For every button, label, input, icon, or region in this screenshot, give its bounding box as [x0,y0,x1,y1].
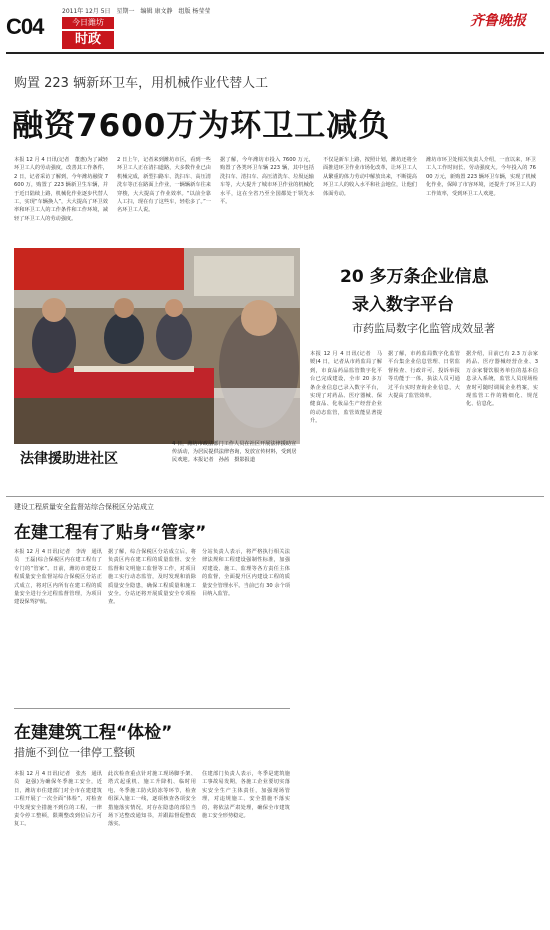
page-code: C04 [6,14,44,39]
story3-headline: 在建工程有了贴身“管家” [14,523,207,543]
story3-column-1: 本报 12 月 4 日讯(记者 李涛 通讯员 王磊)综合保税区内在建工程有了专门的“管家”。日前，潍坊市建设工程质量安全监督站综合保税区分站正式成立，将对区内所有在建工程的质量安全进行全过程监督管理，为项目建设保驾护航。 [14,549,102,606]
photo-banner-title: 法律援助进社区 [20,451,118,467]
story1-column-1: 本报 12 月 4 日讯(记者 董惠)为了减轻环卫工人的劳动强度，改善其工作条件，2 日，记者采访了解到，今年潍坊融资 7600 万，购置了 223 辆新卫生车辆，并于近日陆续上路，机械化作业逐步代替人工，实现“车辆换人”，大大提高了环卫效率和环卫工人的工作条件和工作环境，减轻了环卫工人的劳动强度。 [14,157,108,222]
story1-headline: 融资7600万为环卫工减负 [12,108,391,144]
legal-aid-photo [14,248,300,444]
story1-column-5: 潍坊市环卫处相关负责人介绍，一直以来，环卫工人工作时间长、劳动强度大。今年投入的 7600 万元，新购置 223 辆环卫车辆，实现了机械化作业，保障了市容环境，还提升了环卫工人的工作效率，受到环卫工人欢迎。 [426,157,536,197]
news-photo [14,248,300,444]
story-divider [14,708,290,709]
column-tag: 今日潍坊 [62,17,114,29]
story3-kicker: 建设工程质量安全监督站综合保税区分站成立 [14,503,154,511]
story4-column-2: 此次检查重点针对施工现场脚手架、塔式起重机、施工升降机、临时用电、冬季施工防火防冻等环节，检查组深入施工一线，逐项核查各项安全措施落实情况，对存在隐患的部位当场下达整改通知书，并跟踪督促整改落实。 [108,771,196,828]
header-rule [6,52,544,54]
section-divider [6,496,544,497]
story4-subtitle: 措施不到位一律停工整顿 [14,746,135,759]
story2-subtitle: 市药监局数字化监管成效显著 [352,322,495,335]
story1-column-4: 不仅是新车上路，按照计划，潍坊还将全面推进环卫作业市场化改革，让环卫工人从繁重的体力劳动中解放出来，不断提高环卫工人的收入水平和社会地位，让他们体面劳动。 [323,157,417,197]
section-label: 时政 [62,31,114,49]
story2-headline-line2: 录入数字平台 [352,295,454,315]
story3-column-2: 据了解，综合保税区分站成立后，将负责区内在建工程的质量监督、安全监督和文明施工监督等工作，对项目施工实行动态监管，及时发现和消除质量安全隐患，确保工程质量和施工安全。分站还将开展质量安全专项检查。 [108,549,196,606]
story4-column-1: 本报 12 月 4 日讯(记者 张杰 通讯员 赵强)为确保冬季施工安全，近日，潍坊市住建部门对全市在建建筑工程开展了一次全面“体检”，对检查中发现安全措施不到位的工程，一律责令停工整顿，限期整改到位后方可复工。 [14,771,102,828]
issue-meta: 2011年 12月 5日 星期一 编辑 康文静 组版 杨莹莹 [62,8,211,15]
story1-column-2: 2 日上午，记者来到潍坊市区，看到一些环卫工人正在清扫道路，大多数作业已由机械完成，新型扫路车、洗扫车、高压清洗车等正在路面上作业，一辆辆新车往来穿梭，大大提高了作业效率。“以前全靠人工扫，现在有了这些车，轻松多了。”一名环卫工人说。 [117,157,211,214]
story1-kicker: 购置 223 辆新环卫车，用机械作业代替人工 [14,76,269,91]
newspaper-logo: 齐鲁晚报 [470,13,526,29]
story4-headline: 在建建筑工程“体检” [14,723,173,743]
story2-column-1: 本报 12 月 4 日讯(记者 马媛)4 日，记者从市药监局了解到，市食品药品监管数字化平台已完成建设，全市 20 多万条企业信息已录入数字平台，实现了对药品、医疗器械、保健食品、化妆品生产经营企业的动态监管，监管效能显著提升。 [310,351,382,425]
story3-column-3: 分站负责人表示，将严格执行相关法律法规和工程建设强制性标准，加强对建设、施工、监理等各方责任主体的监督，全面提升区内建设工程的质量安全管理水平。当前已有 30 余个项目纳入监管。 [202,549,290,598]
story2-headline-line1: 20 多万条企业信息 [340,267,489,287]
story4-column-3: 住建部门负责人表示，冬季是建筑施工事故易发期，各施工企业要切实落实安全生产主体责任，加强现场管理，对违规施工、安全措施不落实的，将依法严肃处理，确保全市建筑施工安全形势稳定。 [202,771,290,820]
photo-caption: 4 日，潍坊市政法部门工作人员在社区开展法律援助宣传活动，为居民提供法律咨询，发放宣传材料，受到居民欢迎。本报记者 孙茜 摄影报道 [172,441,297,463]
story2-column-3: 据介绍，目前已有 2.3 万余家药品、医疗器械经营企业、3 万余家餐饮服务单位的基本信息录入系统，监管人员现场检查时可随时调阅企业档案，实现监管工作的精细化、规范化、信息化。 [466,351,538,408]
story2-column-2: 据了解，市药监局数字化监管平台集企业信息管理、日常监督检查、行政许可、投诉举报等功能于一体，执法人员可通过平台实时查询企业信息，大大提高了监管效率。 [388,351,460,400]
story1-column-3: 据了解，今年潍坊市投入 7600 万元，购置了各类环卫车辆 223 辆，其中包括洗扫车、清扫车、高压清洗车、垃圾运输车等，大大提升了城市环卫作业的机械化水平，这在全省乃至全国都处于领先水平。 [220,157,314,206]
